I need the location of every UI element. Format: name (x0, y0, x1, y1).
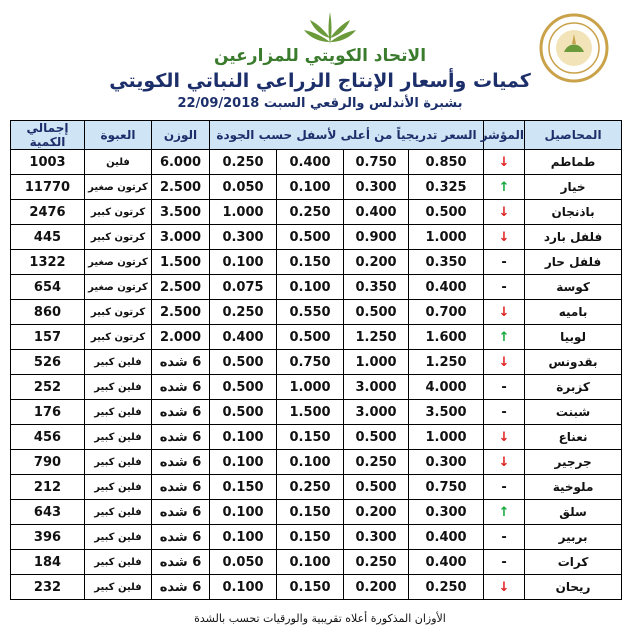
price-1-cell: 1.600 (409, 325, 484, 350)
down-arrow-icon: ↓ (484, 425, 525, 450)
price-3-cell: 0.150 (277, 250, 344, 275)
price-4-cell: 0.500 (210, 400, 277, 425)
price-3-cell: 0.500 (277, 325, 344, 350)
table-row (11, 150, 622, 175)
table-row (11, 550, 622, 575)
price-2-cell: 0.200 (344, 500, 409, 525)
table-row (11, 350, 622, 375)
package-cell: فلين كبير (85, 375, 152, 400)
package-cell: فلين كبير (85, 350, 152, 375)
weight-cell: 6.000 (152, 150, 210, 175)
down-arrow-icon: ↓ (484, 450, 525, 475)
weight-cell: 6 شده (152, 425, 210, 450)
price-2-cell: 3.000 (344, 375, 409, 400)
product-cell: فلفل بارد (525, 225, 622, 250)
weight-cell: 2.000 (152, 325, 210, 350)
package-cell: كرتون كبير (85, 300, 152, 325)
price-4-cell: 0.100 (210, 250, 277, 275)
price-3-cell: 0.750 (277, 350, 344, 375)
price-4-cell: 0.500 (210, 350, 277, 375)
product-cell: ملوخية (525, 475, 622, 500)
price-3-cell: 1.000 (277, 375, 344, 400)
product-cell: جرجير (525, 450, 622, 475)
price-1-cell: 0.400 (409, 550, 484, 575)
price-4-cell: 0.100 (210, 425, 277, 450)
price-3-cell: 0.150 (277, 575, 344, 600)
price-2-cell: 0.350 (344, 275, 409, 300)
product-cell: خيار (525, 175, 622, 200)
down-arrow-icon: ↓ (484, 225, 525, 250)
package-cell: كرتون صغير (85, 275, 152, 300)
price-1-cell: 1.000 (409, 225, 484, 250)
price-4-cell: 0.100 (210, 575, 277, 600)
weight-cell: 2.500 (152, 275, 210, 300)
prices-table (10, 120, 622, 600)
price-2-cell: 0.750 (344, 150, 409, 175)
price-1-cell: 1.250 (409, 350, 484, 375)
price-4-cell: 0.050 (210, 175, 277, 200)
table-row (11, 225, 622, 250)
price-4-cell: 0.100 (210, 450, 277, 475)
weight-cell: 2.500 (152, 175, 210, 200)
price-2-cell: 0.500 (344, 475, 409, 500)
page-subtitle: بشبرة الأندلس والرقعي السبت 22/09/2018 (177, 96, 463, 111)
table-row (11, 375, 622, 400)
table-row (11, 500, 622, 525)
header-indicator: المؤشر (484, 121, 525, 150)
price-2-cell: 0.200 (344, 250, 409, 275)
price-1-cell: 4.000 (409, 375, 484, 400)
total-cell: 232 (11, 575, 85, 600)
price-1-cell: 0.325 (409, 175, 484, 200)
price-2-cell: 0.400 (344, 200, 409, 225)
product-cell: كوسة (525, 275, 622, 300)
package-cell: فلين كبير (85, 550, 152, 575)
dash-indicator: - (484, 550, 525, 575)
header-total: إجمالي الكمية (11, 121, 85, 150)
package-cell: فلين كبير (85, 400, 152, 425)
header-product: المحاصيل (525, 121, 622, 150)
price-3-cell: 0.250 (277, 475, 344, 500)
down-arrow-icon: ↓ (484, 200, 525, 225)
dash-indicator: - (484, 250, 525, 275)
total-cell: 11770 (11, 175, 85, 200)
dash-indicator: - (484, 375, 525, 400)
price-3-cell: 0.100 (277, 275, 344, 300)
dash-indicator: - (484, 525, 525, 550)
price-1-cell: 0.850 (409, 150, 484, 175)
price-2-cell: 0.250 (344, 450, 409, 475)
footer-note: الأوزان المذكورة أعلاه تقريبية والورقيات تحسب بالشدة (194, 612, 446, 625)
total-cell: 176 (11, 400, 85, 425)
price-3-cell: 1.500 (277, 400, 344, 425)
up-arrow-icon: ↑ (484, 325, 525, 350)
package-cell: فلين كبير (85, 525, 152, 550)
package-cell: فلين (85, 150, 152, 175)
header-package: العبوة (85, 121, 152, 150)
weight-cell: 6 شده (152, 575, 210, 600)
product-cell: نعناع (525, 425, 622, 450)
weight-cell: 1.500 (152, 250, 210, 275)
price-4-cell: 0.250 (210, 300, 277, 325)
total-cell: 456 (11, 425, 85, 450)
price-3-cell: 0.400 (277, 150, 344, 175)
product-cell: فلفل حار (525, 250, 622, 275)
weight-cell: 3.000 (152, 225, 210, 250)
package-cell: فلين كبير (85, 450, 152, 475)
dash-indicator: - (484, 475, 525, 500)
table-row (11, 175, 622, 200)
price-1-cell: 0.400 (409, 525, 484, 550)
weight-cell: 6 شده (152, 525, 210, 550)
price-1-cell: 0.500 (409, 200, 484, 225)
up-arrow-icon: ↑ (484, 500, 525, 525)
price-4-cell: 0.100 (210, 500, 277, 525)
price-2-cell: 0.300 (344, 525, 409, 550)
price-2-cell: 3.000 (344, 400, 409, 425)
package-cell: كرتون كبير (85, 200, 152, 225)
price-3-cell: 0.150 (277, 500, 344, 525)
weight-cell: 6 شده (152, 400, 210, 425)
price-3-cell: 0.500 (277, 225, 344, 250)
weight-cell: 6 شده (152, 550, 210, 575)
product-cell: كزبرة (525, 375, 622, 400)
price-2-cell: 0.250 (344, 550, 409, 575)
table-row (11, 200, 622, 225)
product-cell: باذنجان (525, 200, 622, 225)
table-row (11, 400, 622, 425)
price-4-cell: 0.075 (210, 275, 277, 300)
price-4-cell: 0.150 (210, 475, 277, 500)
price-3-cell: 0.250 (277, 200, 344, 225)
price-1-cell: 3.500 (409, 400, 484, 425)
header-weight: الوزن (152, 121, 210, 150)
price-2-cell: 1.250 (344, 325, 409, 350)
package-cell: فلين كبير (85, 475, 152, 500)
package-cell: كرتون كبير (85, 225, 152, 250)
price-4-cell: 0.050 (210, 550, 277, 575)
price-2-cell: 0.200 (344, 575, 409, 600)
weight-cell: 6 شده (152, 450, 210, 475)
total-cell: 252 (11, 375, 85, 400)
weight-cell: 6 شده (152, 500, 210, 525)
price-2-cell: 0.300 (344, 175, 409, 200)
table-row (11, 450, 622, 475)
price-3-cell: 0.100 (277, 450, 344, 475)
price-4-cell: 0.400 (210, 325, 277, 350)
product-cell: شبنت (525, 400, 622, 425)
total-cell: 790 (11, 450, 85, 475)
product-cell: بقدونس (525, 350, 622, 375)
down-arrow-icon: ↓ (484, 300, 525, 325)
price-3-cell: 0.150 (277, 525, 344, 550)
total-cell: 860 (11, 300, 85, 325)
total-cell: 445 (11, 225, 85, 250)
price-1-cell: 0.700 (409, 300, 484, 325)
down-arrow-icon: ↓ (484, 150, 525, 175)
down-arrow-icon: ↓ (484, 575, 525, 600)
weight-cell: 6 شده (152, 350, 210, 375)
total-cell: 1322 (11, 250, 85, 275)
price-4-cell: 0.250 (210, 150, 277, 175)
table-row (11, 575, 622, 600)
price-1-cell: 0.250 (409, 575, 484, 600)
header-price: السعر تدريجياً من أعلى لأسفل حسب الجودة (210, 121, 484, 150)
price-2-cell: 1.000 (344, 350, 409, 375)
price-3-cell: 0.100 (277, 175, 344, 200)
price-3-cell: 0.100 (277, 550, 344, 575)
product-cell: بربير (525, 525, 622, 550)
price-4-cell: 0.100 (210, 525, 277, 550)
price-4-cell: 1.000 (210, 200, 277, 225)
price-1-cell: 0.350 (409, 250, 484, 275)
price-1-cell: 0.750 (409, 475, 484, 500)
package-cell: كرتون صغير (85, 250, 152, 275)
table-header-row (11, 121, 622, 150)
organization-name: الاتحاد الكويتي للمزارعين (213, 46, 427, 66)
table-row (11, 425, 622, 450)
product-cell: باميه (525, 300, 622, 325)
page-title: كميات وأسعار الإنتاج الزراعي النباتي الكويتي (109, 70, 531, 92)
package-cell: فلين كبير (85, 500, 152, 525)
table-row (11, 250, 622, 275)
package-cell: فلين كبير (85, 575, 152, 600)
total-cell: 643 (11, 500, 85, 525)
price-1-cell: 0.300 (409, 500, 484, 525)
floral-ornament-icon (300, 8, 360, 48)
package-cell: كرتون صغير (85, 175, 152, 200)
page-header (0, 0, 632, 118)
product-cell: سلق (525, 500, 622, 525)
dash-indicator: - (484, 400, 525, 425)
total-cell: 184 (11, 550, 85, 575)
price-3-cell: 0.550 (277, 300, 344, 325)
price-2-cell: 0.900 (344, 225, 409, 250)
package-cell: كرتون كبير (85, 325, 152, 350)
weight-cell: 2.500 (152, 300, 210, 325)
federation-seal-icon (538, 12, 610, 84)
price-1-cell: 1.000 (409, 425, 484, 450)
price-1-cell: 0.400 (409, 275, 484, 300)
total-cell: 396 (11, 525, 85, 550)
table-row (11, 525, 622, 550)
total-cell: 2476 (11, 200, 85, 225)
down-arrow-icon: ↓ (484, 350, 525, 375)
table-row (11, 475, 622, 500)
total-cell: 157 (11, 325, 85, 350)
price-4-cell: 0.500 (210, 375, 277, 400)
dash-indicator: - (484, 275, 525, 300)
product-cell: لوبيا (525, 325, 622, 350)
total-cell: 1003 (11, 150, 85, 175)
up-arrow-icon: ↑ (484, 175, 525, 200)
total-cell: 526 (11, 350, 85, 375)
weight-cell: 6 شده (152, 475, 210, 500)
total-cell: 654 (11, 275, 85, 300)
price-3-cell: 0.150 (277, 425, 344, 450)
product-cell: كرات (525, 550, 622, 575)
price-1-cell: 0.300 (409, 450, 484, 475)
weight-cell: 3.500 (152, 200, 210, 225)
weight-cell: 6 شده (152, 375, 210, 400)
total-cell: 212 (11, 475, 85, 500)
product-cell: ريحان (525, 575, 622, 600)
package-cell: فلين كبير (85, 425, 152, 450)
table-row (11, 300, 622, 325)
price-2-cell: 0.500 (344, 425, 409, 450)
price-4-cell: 0.300 (210, 225, 277, 250)
table-row (11, 275, 622, 300)
price-2-cell: 0.500 (344, 300, 409, 325)
table-row (11, 325, 622, 350)
product-cell: طماطم (525, 150, 622, 175)
